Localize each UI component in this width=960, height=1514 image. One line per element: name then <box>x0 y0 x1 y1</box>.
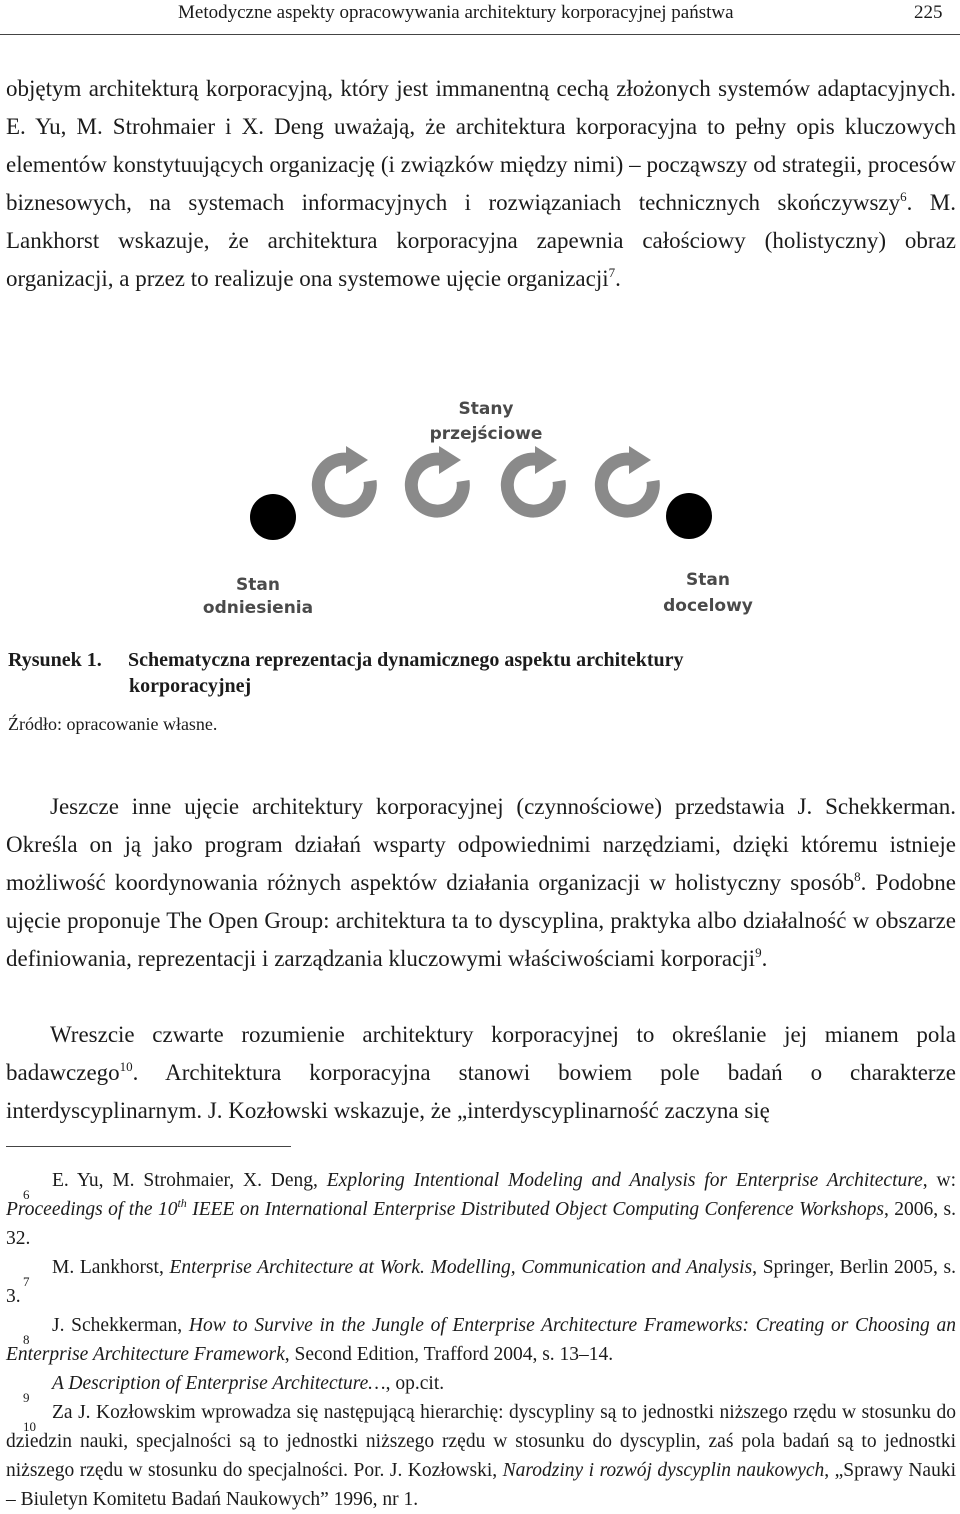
footnote-sup: th <box>177 1196 187 1210</box>
footnote-9 <box>6 1369 956 1405</box>
paragraph-1-text-b: . M. Lankhorst wskazuje, że architektura korporacyjna zapewnia całościowy (holistyczny) obraz organizacji, a przez to realizuje ona systemowe ujęcie organizacji <box>6 190 957 291</box>
footnote-number: 9 <box>23 1390 30 1405</box>
footnote-rule <box>6 1146 291 1147</box>
footnote-number: 6 <box>23 1187 30 1202</box>
reference-state-dot <box>250 494 296 540</box>
footnote-number: 7 <box>23 1274 30 1289</box>
footnotes <box>6 1166 956 1514</box>
footnote-number: 10 <box>23 1419 36 1434</box>
transition-diagram <box>190 392 770 622</box>
footnote-text: , op.cit. <box>385 1373 445 1394</box>
footnote-ref-7: 7 <box>608 265 616 280</box>
paragraph-2-text-a: Jeszcze inne ujęcie architektury korporacyjnej (czynnościowe) przedstawia J. Schekkerman. Określa on ją jako program działań wsparty odpowiednimi narzędziami, dzięki któremu istnieje możliwość koordynowania różnych aspektów działania organizacji w holistyczny sposób <box>6 794 956 895</box>
footnote-text: , Second Edition, Trafford 2004, s. 13–14. <box>284 1344 614 1365</box>
footnote-title: Enterprise Architecture at Work. Modelling, Communication and Analysis <box>169 1257 753 1278</box>
paragraph-3-text-a: Wreszcie czwarte rozumienie architektury korporacyjnej to określanie jej mianem pola badawczego <box>6 1022 956 1085</box>
footnote-title: IEEE on International Enterprise Distributed Object Computing Conference Workshops <box>186 1199 884 1220</box>
footnote-ref-8: 8 <box>854 869 861 884</box>
footnote-title: Proceedings of the 10 <box>6 1199 178 1220</box>
cycle-arrow-icon-3 <box>507 446 559 511</box>
cycle-arrow-icon-2 <box>411 446 463 511</box>
running-header <box>0 0 960 30</box>
label-end-line1: Stan <box>686 570 730 590</box>
paragraph-1 <box>6 70 956 298</box>
label-start-line2: odniesienia <box>202 598 314 618</box>
footnote-7 <box>6 1253 956 1311</box>
paragraph-3-text-b: . Architektura korporacyjna stanowi bowiem pole badań o charakterze interdyscyplinarnym. J. Kozłowski wskazuje, że „interdyscyplinarność zaczyna się <box>6 1060 956 1123</box>
footnote-title: How to Survive in the Jungle of Enterprise Architecture Frameworks: Creating or Choosing an Enterprise Architecture Framework <box>6 1315 956 1365</box>
paragraph-2-text-b: . Podobne ujęcie proponuje The Open Group: architektura ta to dyscyplina, praktyka albo działalność w obszarze definiowania, reprezentacji i zarządzania kluczowymi właściwościami korporacji <box>6 870 956 971</box>
footnote-text: , „Sprawy Nauki – Biuletyn Komitetu Badań Naukowych” 1996, nr 1. <box>6 1460 956 1510</box>
caption-label: Rysunek 1. <box>8 649 102 671</box>
label-transitional-line1: Stany <box>458 399 514 419</box>
paragraph-2-text-c: . <box>761 946 768 971</box>
footnote-ref-10: 10 <box>119 1059 133 1074</box>
footnote-title: Exploring Intentional Modeling and Analysis for Enterprise Architecture <box>326 1170 923 1191</box>
label-start-line1: Stan <box>236 575 280 595</box>
footnote-text: Za J. Kozłowskim wprowadza się następującą hierarchię: dyscypliny są to jednostki niższego rzędu w stosunku do dziedzin nauki, specjalności są to jednostki niższego rzędu w stosunku do dyscyplin, zaś pola badań są to jednostki niższego rzędu w stosunku do specjalności. Por. J. Kozłowski, <box>6 1402 956 1481</box>
footnote-text: J. Schekkerman, <box>52 1315 189 1336</box>
paragraph-1-text-a: objętym architekturą korporacyjną, który jest immanentną cechą złożonych systemów adaptacyjnych. E. Yu, M. Strohmaier i X. Deng uważają, że architektura korporacyjna to pełny opis kluczowych elementów konstytuujących organizację (i związków między nimi) – począwszy od strategii, procesów biznesowych, na systemach informacyjnych i rozwiązaniach technicznych skończywszy <box>6 76 956 215</box>
figure-caption <box>8 647 908 699</box>
footnote-ref-6: 6 <box>900 189 907 204</box>
footnote-text: E. Yu, M. Strohmaier, X. Deng, <box>52 1170 327 1191</box>
caption-text-1: Schematyczna reprezentacja dynamicznego aspektu architektury <box>128 649 684 671</box>
paragraph-1-text-c: . <box>615 266 621 291</box>
page-number: 225 <box>914 2 943 23</box>
paragraph-3 <box>6 1016 956 1130</box>
figure-source: Źródło: opracowanie własne. <box>8 714 218 734</box>
footnote-text: , 2006, s. 32. <box>6 1199 956 1249</box>
footnote-text: , w: <box>922 1170 956 1191</box>
footnote-number: 8 <box>23 1332 30 1347</box>
paragraph-2 <box>6 788 956 978</box>
footnote-ref-9: 9 <box>755 945 762 960</box>
footnote-title: Narodziny i rozwój dyscyplin naukowych <box>502 1460 825 1481</box>
footnote-text: M. Lankhorst, <box>52 1257 170 1278</box>
footnote-10 <box>6 1398 956 1514</box>
footnote-title: A Description of Enterprise Architecture… <box>52 1373 386 1394</box>
label-transitional-line2: przejściowe <box>429 424 543 444</box>
running-title: Metodyczne aspekty opracowywania architektury korporacyjnej państwa <box>178 2 734 23</box>
cycle-arrow-icon-1 <box>318 446 370 511</box>
label-end-line2: docelowy <box>663 596 753 616</box>
target-state-dot <box>666 493 712 539</box>
header-rule <box>0 34 960 35</box>
footnote-text: , Springer, Berlin 2005, s. 3. <box>6 1257 956 1307</box>
footnote-6 <box>6 1166 956 1253</box>
footnote-8 <box>6 1311 956 1369</box>
cycle-arrow-icon-4 <box>601 446 653 511</box>
caption-text-2: korporacyjnej <box>129 675 252 697</box>
